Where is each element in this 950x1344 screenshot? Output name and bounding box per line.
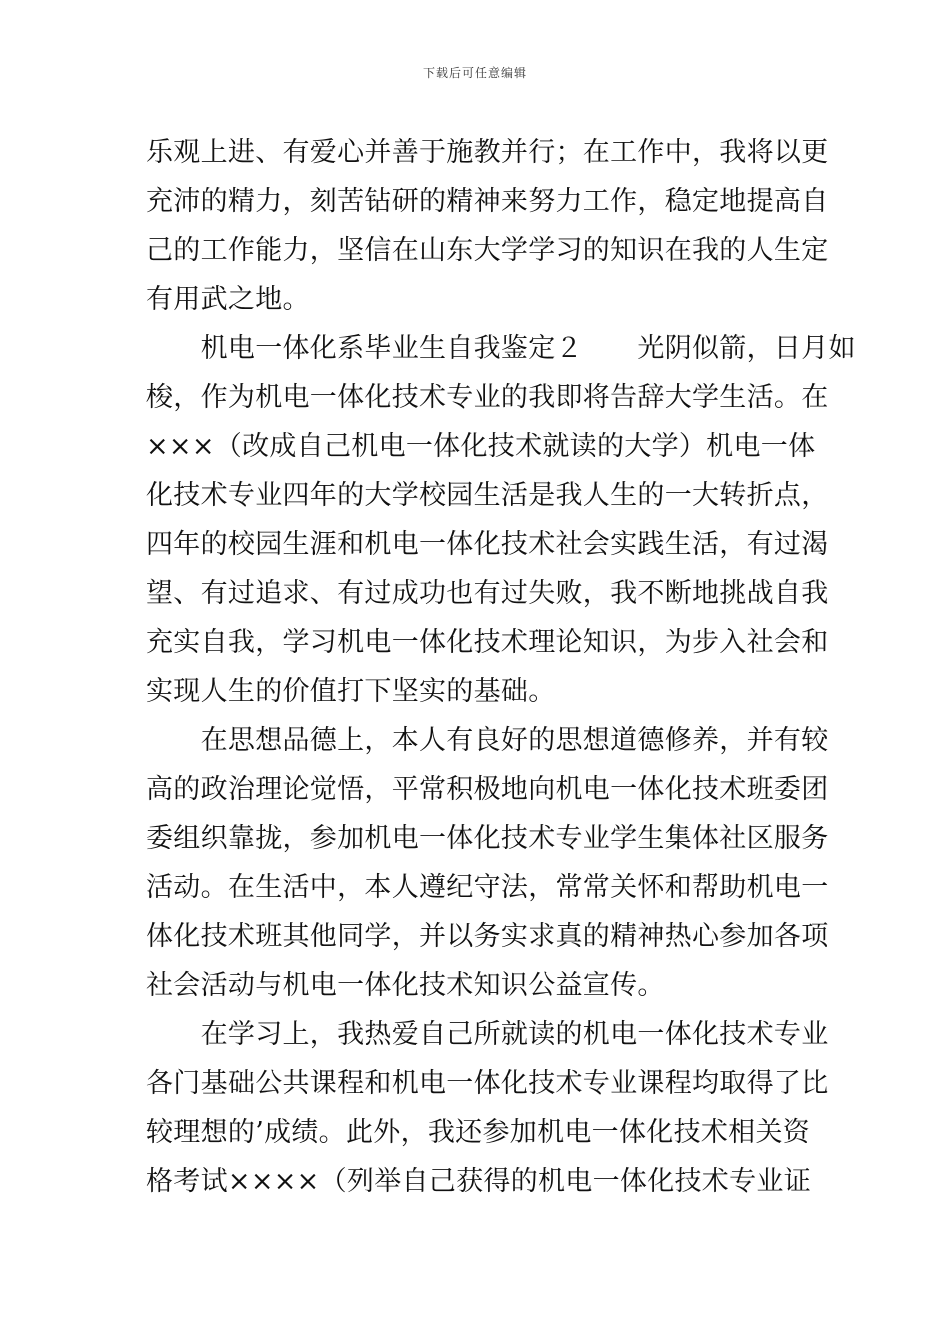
text-line: ×××（改成自己机电一体化技术就读的大学）机电一体 [146, 431, 816, 462]
text-line: 各门基础公共课程和机电一体化技术专业课程均取得了比 [146, 1068, 829, 1099]
text-line: 四年的校园生涯和机电一体化技术社会实践生活，有过渴 [146, 529, 829, 560]
text-line: 己的工作能力，坚信在山东大学学习的知识在我的人生定 [146, 235, 829, 266]
text-line: 充实自我，学习机电一体化技术理论知识，为步入社会和 [146, 627, 829, 658]
text-line: 乐观上进、有爱心并善于施教并行；在工作中，我将以更 [146, 137, 829, 168]
text-line: 社会活动与机电一体化技术知识公益宣传。 [146, 970, 665, 1001]
text-line: 委组织靠拢，参加机电一体化技术专业学生集体社区服务 [146, 823, 829, 854]
text-line: 活动。在生活中，本人遵纪守法，常常关怀和帮助机电一 [146, 872, 829, 903]
text-line: 体化技术班其他同学，并以务实求真的精神热心参加各项 [146, 921, 829, 952]
text-line: 高的政治理论觉悟，平常积极地向机电一体化技术班委团 [146, 774, 829, 805]
text-line: 较理想的’成绩。此外，我还参加机电一体化技术相关资 [146, 1117, 811, 1148]
text-line: 充沛的精力，刻苦钻研的精神来努力工作，稳定地提高自 [146, 186, 829, 217]
text-line: 格考试××××（列举自己获得的机电一体化技术专业证 [146, 1166, 811, 1197]
text-line: 化技术专业四年的大学校园生活是我人生的一大转折点， [146, 480, 829, 511]
text-line: 望、有过追求、有过成功也有过失败，我不断地挑战自我 [146, 578, 829, 609]
text-line: 梭，作为机电一体化技术专业的我即将告辞大学生活。在 [146, 382, 829, 413]
text-line: 实现人生的价值打下坚实的基础。 [146, 676, 556, 707]
page-header: 下载后可任意编辑 [422, 66, 527, 80]
document-body [146, 128, 856, 1206]
text-line: 有用武之地。 [146, 284, 310, 315]
paragraph-start-line: 在思想品德上，本人有良好的思想道德修养，并有较 [146, 725, 829, 756]
section-title-line: 机电一体化系毕业生自我鉴定２ 光阴似箭，日月如 [146, 333, 856, 364]
paragraph-start-line: 在学习上，我热爱自己所就读的机电一体化技术专业 [146, 1019, 829, 1050]
